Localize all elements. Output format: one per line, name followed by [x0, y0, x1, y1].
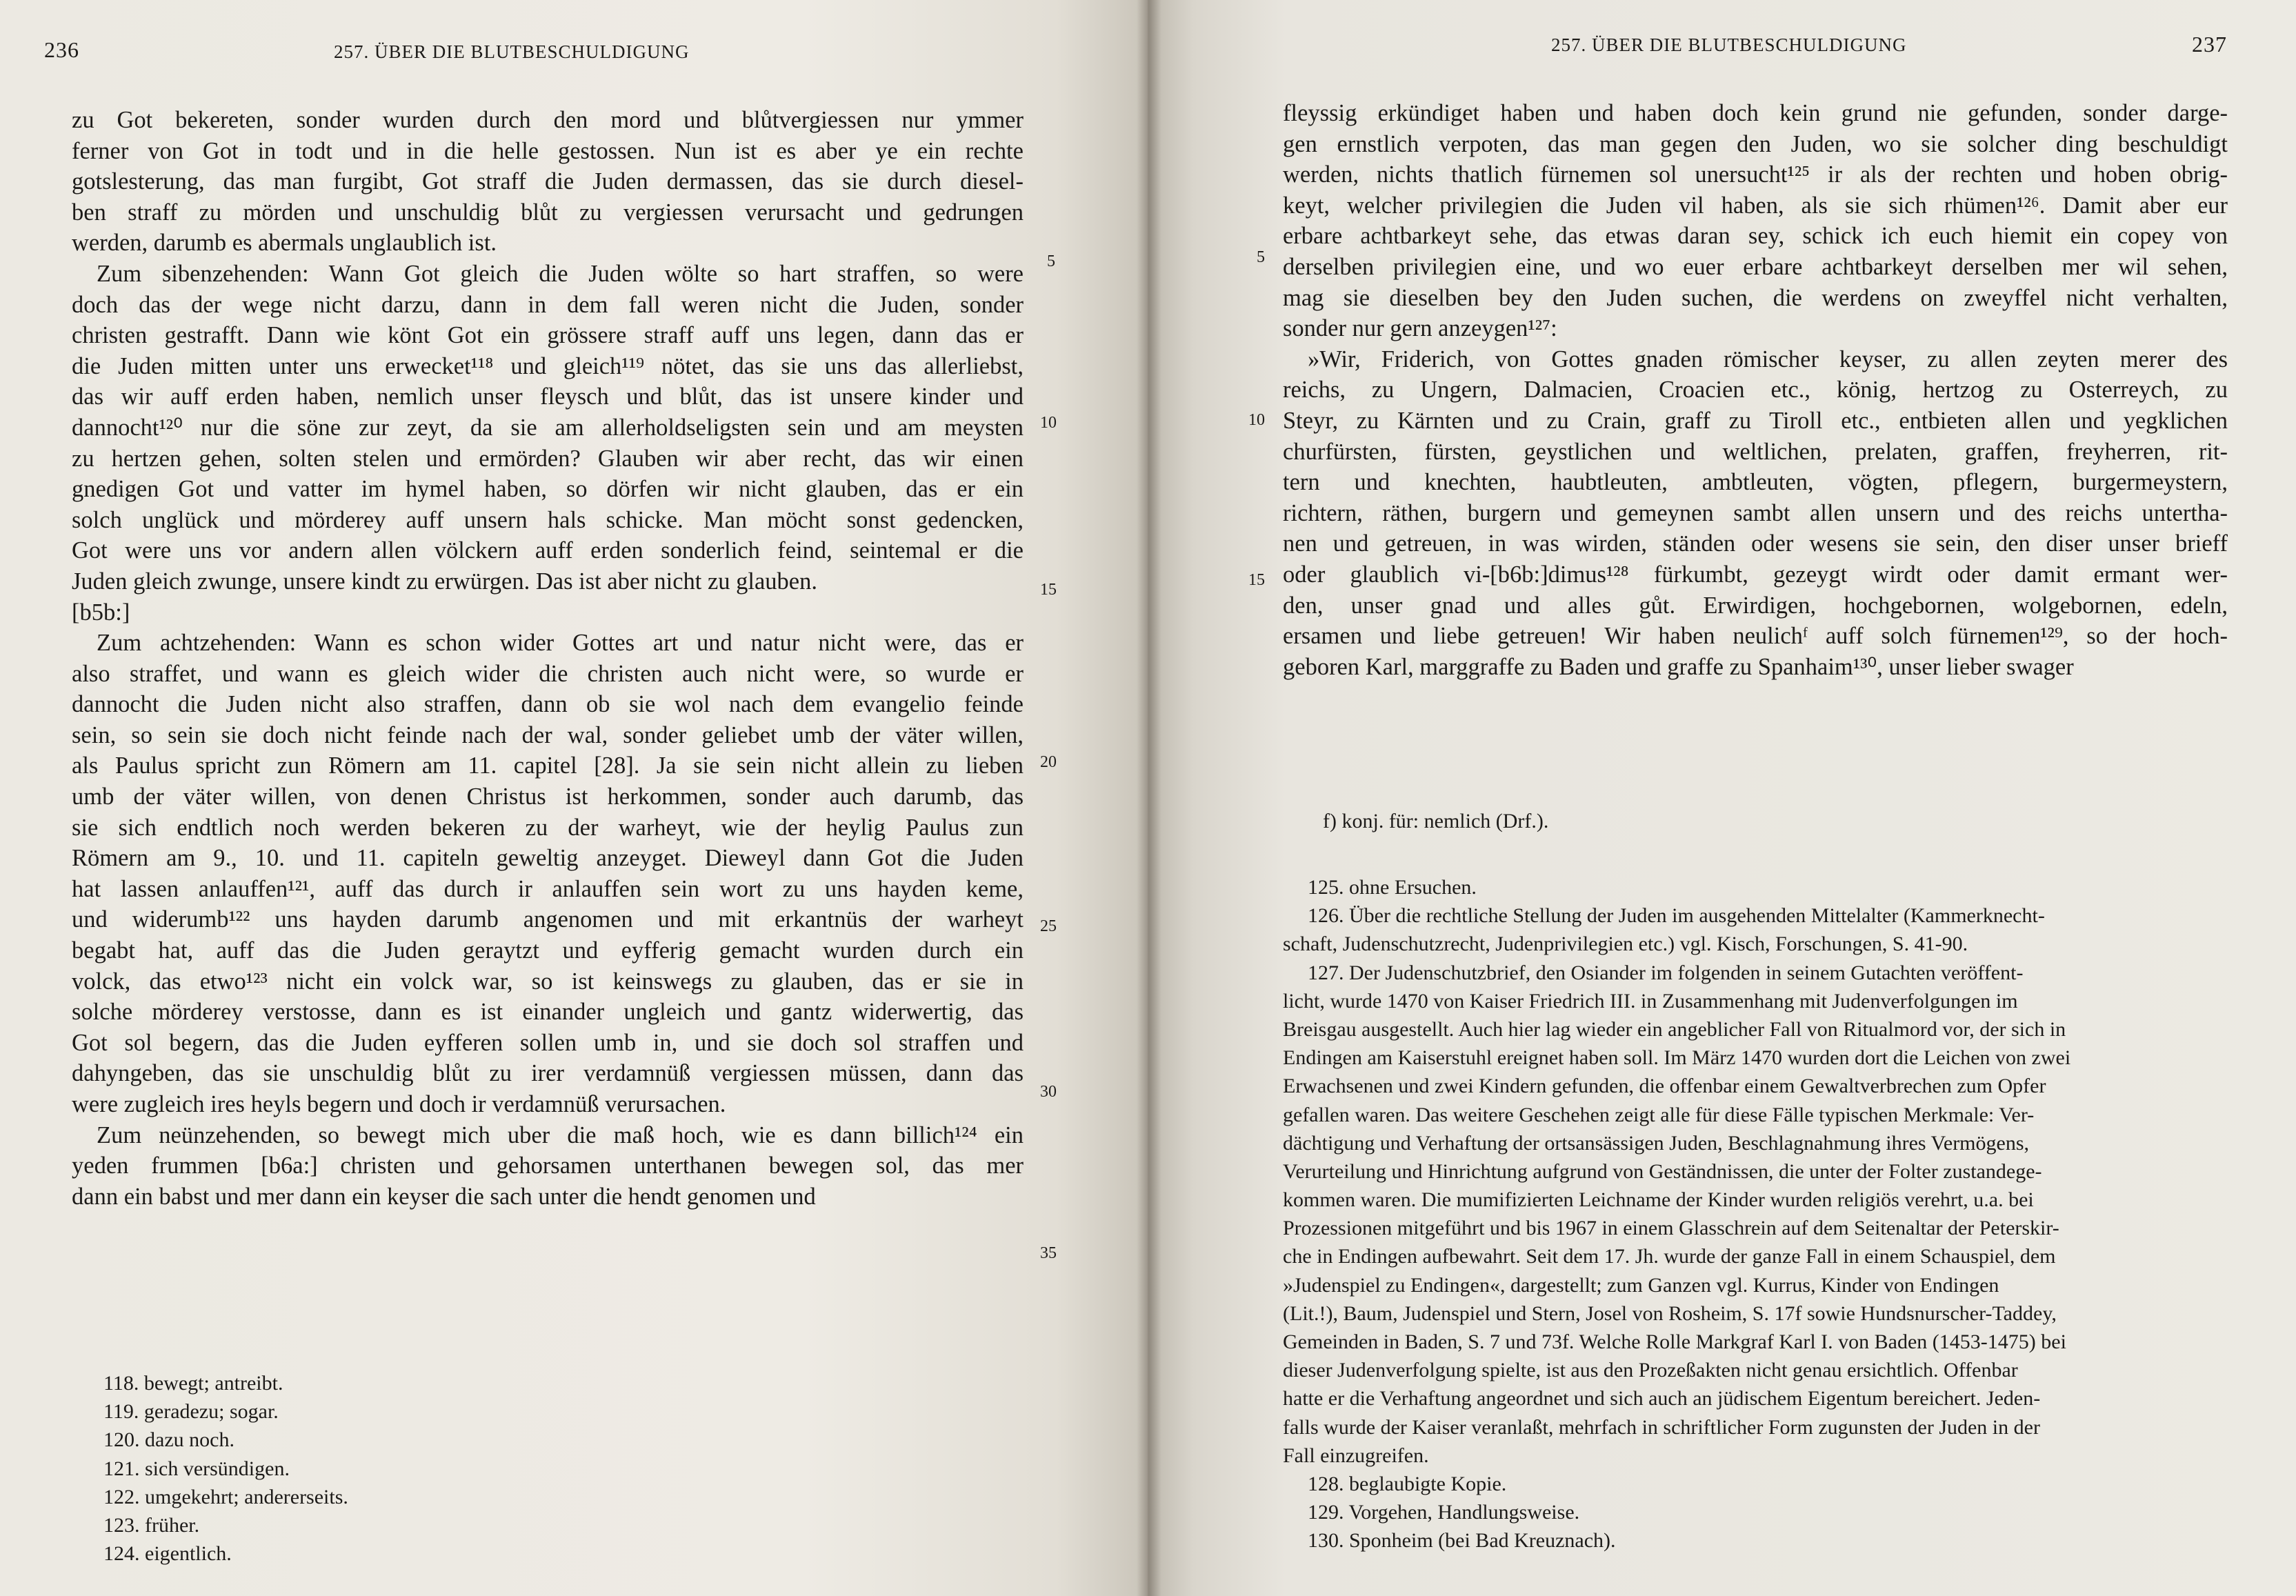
footnote-line: dieser Judenverfolgung spielte, ist aus den Prozeßakten nicht genau ersichtlich. Offenbar [1283, 1359, 2018, 1382]
footnotes [1283, 873, 2228, 1555]
text-line: oder glaublich vi-[b6b:]dimus¹²⁸ fürkumbt, gezeygt wirdt oder damit ermant wer- [1283, 561, 2228, 588]
line-number: 10 [1040, 414, 1057, 432]
footnote-line: 119. geradezu; sogar. [103, 1400, 279, 1424]
footnote-line: 129. Vorgehen, Handlungsweise. [1308, 1501, 1580, 1524]
footnote-line: 123. früher. [103, 1513, 200, 1537]
text-line: yeden frummen [b6a:] christen und gehorsamen unterthanen bewegen sol, das mer [72, 1153, 1024, 1179]
text-line: zu hertzen gehen, solten stelen und ermörden? Glauben wir aber recht, das wir einen [72, 445, 1024, 472]
text-line: fleyssig erkündiget haben und haben doch kein grund nie gefunden, sonder darge- [1283, 100, 2228, 126]
text-line: das wir auff erden haben, nemlich unser fleysch und blůt, das ist unsere kinder und [72, 383, 1024, 410]
footnote-line: 120. dazu noch. [103, 1428, 234, 1452]
text-line: sonder nur gern anzeygen¹²⁷: [1283, 315, 1557, 342]
footnote-line: 118. bewegt; antreibt. [103, 1372, 283, 1395]
right-page [1148, 0, 2296, 1596]
line-number: 20 [1040, 753, 1057, 771]
footnote-line: Endingen am Kaiserstuhl ereignet haben soll. Im März 1470 wurden dort die Leichen von zwei [1283, 1046, 2071, 1070]
text-line: Got sol begern, das die Juden eyfferen sollen umb in, und sie doch sol straffen und [72, 1029, 1024, 1056]
text-line: sie sich endtlich noch werden bekeren zu der warheyt, wie der heylig Paulus zun [72, 814, 1024, 841]
text-line: sein, so sein sie doch nicht feinde nach der wal, sonder geliebet umb der väter willen, [72, 721, 1024, 748]
footnote-line: 128. beglaubigte Kopie. [1308, 1472, 1507, 1495]
text-line: ferner von Got in todt und in die helle gestossen. Nun ist es aber ye ein rechte [72, 137, 1024, 164]
text-line: nen und getreuen, in was wirden, ständen oder wesens sie sein, den diser unser brieff [1283, 530, 2228, 557]
text-line: also straffet, und wann es gleich wider die christen auch nicht were, so wurde er [72, 660, 1024, 687]
footnote-line: Prozessionen mitgeführt und bis 1967 in einem Glasschrein auf dem Seitenaltar der Peterskir- [1283, 1217, 2059, 1240]
text-line: gnedigen Got und vatter im hymel haben, so dörfen wir nicht glauben, das er ein [72, 476, 1024, 503]
text-line: »Wir, Friderich, von Gottes gnaden römischer keyser, zu allen zeyten merer des [1308, 346, 2228, 372]
footnote-line: 126. Über die rechtliche Stellung der Juden im ausgehenden Mittelalter (Kammerknecht- [1308, 904, 2045, 928]
footnote-line: Breisgau ausgestellt. Auch hier lag wieder ein angeblicher Fall von Ritualmord vor, der sich in [1283, 1017, 2066, 1041]
running-head: 257. ÜBER DIE BLUTBESCHULDIGUNG [1551, 34, 1907, 55]
footnote-line: 127. Der Judenschutzbrief, den Osiander im folgenden in seinem Gutachten veröffent- [1308, 961, 2024, 984]
footnote-line: schaft, Judenschutzrecht, Judenprivilegien etc.) vgl. Kisch, Forschungen, S. 41-90. [1283, 932, 1968, 956]
body-text [72, 105, 1024, 1212]
line-number: 10 [1248, 411, 1265, 429]
text-line: Zum neünzehenden, so bewegt mich uber die maß hoch, wie es dann billich¹²⁴ ein [97, 1121, 1024, 1148]
footnote-line: falls wurde der Kaiser veranlaßt, mehrfach in schriftlicher Form zugunsten der Juden in der [1283, 1415, 2040, 1439]
footnote-line: 124. eigentlich. [103, 1542, 232, 1566]
text-line: mag sie dieselben bey den Juden suchen, die werdens on zweyffel nicht verhalten, [1283, 284, 2228, 311]
footnote-line: Verurteilung und Hinrichtung aufgrund von Geständnissen, die unter der Folter zustandege- [1283, 1159, 2042, 1183]
text-line: erbare achtbarkeyt sehe, das etwas daran sey, schick ich euch hiemit ein copey von [1283, 223, 2228, 250]
text-line: were zugleich ires heyls begern und doch ir verdamnüß verursachen. [72, 1091, 726, 1117]
text-line: solche mörderey verstosse, dann es ist einander ungleich und gantz widerwertig, das [72, 999, 1024, 1026]
text-line: Zum sibenzehenden: Wann Got gleich die Juden wölte so hart straffen, so were [97, 260, 1024, 287]
footnote-line: Gemeinden in Baden, S. 7 und 73f. Welche Rolle Markgraf Karl I. von Baden (1453-1475) bei [1283, 1330, 2066, 1353]
footnote-line: 125. ohne Ersuchen. [1308, 876, 1477, 899]
text-line: zu Got bekereten, sonder wurden durch den mord und blůtvergiessen nur ymmer [72, 107, 1024, 133]
footnote-line: che in Endingen aufbewahrt. Seit dem 17. Jh. wurde der ganze Fall in einem Schauspiel, dem [1283, 1245, 2056, 1268]
line-number: 15 [1248, 571, 1265, 589]
text-line: tern und knechten, haubtleuten, ambtleuten, vögten, pflegern, burgermeystern, [1283, 469, 2228, 496]
page-number: 236 [44, 37, 79, 62]
book-gutter [1137, 0, 1161, 1596]
line-number: 5 [1047, 252, 1055, 270]
page-number: 237 [2192, 32, 2227, 57]
text-line: hat lassen anlauffen¹²¹, auff das durch ir anlauffen sein wort zu uns hayden keme, [72, 875, 1024, 902]
footnote-line: 130. Sponheim (bei Bad Kreuznach). [1308, 1529, 1616, 1553]
footnote-line: Erwachsenen und zwei Kindern gefunden, die offenbar einem Gewaltverbrechen zum Opfer [1283, 1075, 2046, 1098]
text-line: derselben privilegien eine, und wo euer erbare achtbarkeyt derselben mer wil sehen, [1283, 253, 2228, 280]
text-line: Got were uns vor andern allen völckern auff erden sonderlich feind, seintemal er die [72, 537, 1024, 564]
text-line: umb der väter willen, von denen Christus ist herkommen, sonder auch darumb, das [72, 784, 1024, 810]
text-line: geboren Karl, marggraffe zu Baden und graffe zu Spanhaim¹³⁰, unser lieber swager [1283, 653, 2074, 680]
footnote-line: 121. sich versündigen. [103, 1457, 290, 1480]
footnote-line: Fall einzugreifen. [1283, 1444, 1429, 1467]
footnote-line: »Judenspiel zu Endingen«, dargestellt; zum Ganzen vgl. Kurrus, Kinder von Endingen [1283, 1273, 1999, 1297]
text-line: die Juden mitten unter uns erwecket¹¹⁸ und gleich¹¹⁹ nötet, das sie uns das allerliebst, [72, 352, 1024, 379]
text-line: churfürsten, fürsten, geystlichen und weltlichen, prelaten, graffen, freyherren, rit- [1283, 438, 2228, 465]
text-line: keyt, welcher privilegien die Juden vil haben, als sie sich rhümen¹²⁶. Damit aber eur [1283, 192, 2228, 219]
text-line: ersamen und liebe getreuen! Wir haben neulichᶠ auff solch fürnemen¹²⁹, so der hoch- [1283, 623, 2228, 650]
text-line: dann ein babst und mer dann ein keyser die sach unter die hendt genomen und [72, 1183, 816, 1210]
text-line: dannocht die Juden nicht also straffen, dann ob sie wol nach dem evangelio feinde [72, 691, 1024, 718]
line-number: 15 [1040, 581, 1057, 599]
text-line: werden, nichts thatlich fürnemen sol unersucht¹²⁵ ir als der rechten und hoben obrig- [1283, 161, 2228, 188]
text-line: volck, das etwo¹²³ nicht ein volck war, so ist keinswegs zu glauben, das er sie in [72, 968, 1024, 995]
text-line: richtern, räthen, burgern und gemeynen sambt allen unsern und des reichs untertha- [1283, 499, 2228, 526]
text-line: dahyngeben, das sie unschuldig blůt zu irer verdamnüß vergiessen müssen, dann das [72, 1060, 1024, 1087]
text-line: begabt hat, auff das die Juden geraytzt und eyfferig gemacht wurden durch ein [72, 937, 1024, 964]
footnote-line: dächtigung und Verhaftung der ortsansässigen Juden, Beschlagnahmung ihres Vermögens, [1283, 1131, 2030, 1155]
footnote-line: (Lit.!), Baum, Judenspiel und Stern, Josel von Rosheim, S. 17f sowie Hundsnurscher-Taddey, [1283, 1301, 2057, 1325]
text-line: reichs, zu Ungern, Dalmacien, Croacien etc., könig, hertzog zu Osterreych, zu [1283, 377, 2228, 403]
footnote-line: 122. umgekehrt; andererseits. [103, 1485, 348, 1508]
line-number: 25 [1040, 917, 1057, 935]
text-line: doch das der wege nicht darzu, dann in dem fall weren nicht die Juden, sonder [72, 291, 1024, 318]
text-line: Steyr, zu Kärnten und zu Crain, graff zu Tiroll etc., entbieten allen und yegklichen [1283, 407, 2228, 434]
footnotes [103, 1369, 586, 1568]
body-text [1283, 98, 2228, 682]
text-line: Zum achtzehenden: Wann es schon wider Gottes art und natur nicht were, das er [97, 630, 1024, 657]
text-line: gotslesterung, das man furgibt, Got straff die Juden dermassen, das sie durch diesel- [72, 168, 1024, 195]
footnote-line: gefallen waren. Das weitere Geschehen zeigt alle für diese Fälle typischen Merkmale: Ver- [1283, 1103, 2035, 1126]
text-line: als Paulus spricht zun Römern am 11. capitel [28]. Ja sie sein nicht allein zu lieben [72, 752, 1024, 779]
running-head: 257. ÜBER DIE BLUTBESCHULDIGUNG [334, 41, 690, 62]
text-line: und widerumb¹²² uns hayden darumb angenomen und mit erkantnüs der warheyt [72, 906, 1024, 933]
text-line: solch unglück und mörderey auff unsern hals schicke. Man möcht sonst gedencken, [72, 506, 1024, 533]
text-line: [b5b:] [72, 599, 130, 626]
text-line: Juden gleich zwunge, unsere kindt zu erwürgen. Das ist aber nicht zu glauben. [72, 568, 817, 595]
line-number: 35 [1040, 1244, 1057, 1262]
text-line: Römern am 9., 10. und 11. capiteln geweltig anzeyget. Dieweyl dann Got die Juden [72, 845, 1024, 872]
textual-note: f) konj. für: nemlich (Drf.). [1323, 810, 1549, 832]
text-line: ben straff zu mörden und unschuldig blůt zu vergiessen verursacht und gedrungen [72, 199, 1024, 226]
line-number: 30 [1040, 1083, 1057, 1101]
footnote-line: hatte er die Verhaftung angeordnet und sich auch an jüdischem Eigentum bereichert. Jeden- [1283, 1387, 2041, 1410]
text-line: dannocht¹²⁰ nur die söne zur zeyt, da sie am allerholdseligsten sein und am meysten [72, 414, 1024, 441]
footnote-line: licht, wurde 1470 von Kaiser Friedrich III. in Zusammenhang mit Judenverfolgungen im [1283, 989, 2018, 1013]
text-line: den, unser gnad und alles gůt. Erwirdigen, hochgebornen, wolgebornen, edeln, [1283, 592, 2228, 619]
text-line: werden, darumb es abermals unglaublich ist. [72, 230, 497, 257]
text-line: christen gestrafft. Dann wie könt Got ein grössere straff auff uns legen, dann das er [72, 322, 1024, 349]
text-line: gen ernstlich verpoten, das man gegen den Juden, wo sie solcher ding beschuldigt [1283, 130, 2228, 157]
footnote-line: kommen waren. Die mumifizierten Leichname der Kinder wurden religiös verehrt, u.a. bei [1283, 1188, 2034, 1212]
line-number: 5 [1257, 248, 1265, 266]
